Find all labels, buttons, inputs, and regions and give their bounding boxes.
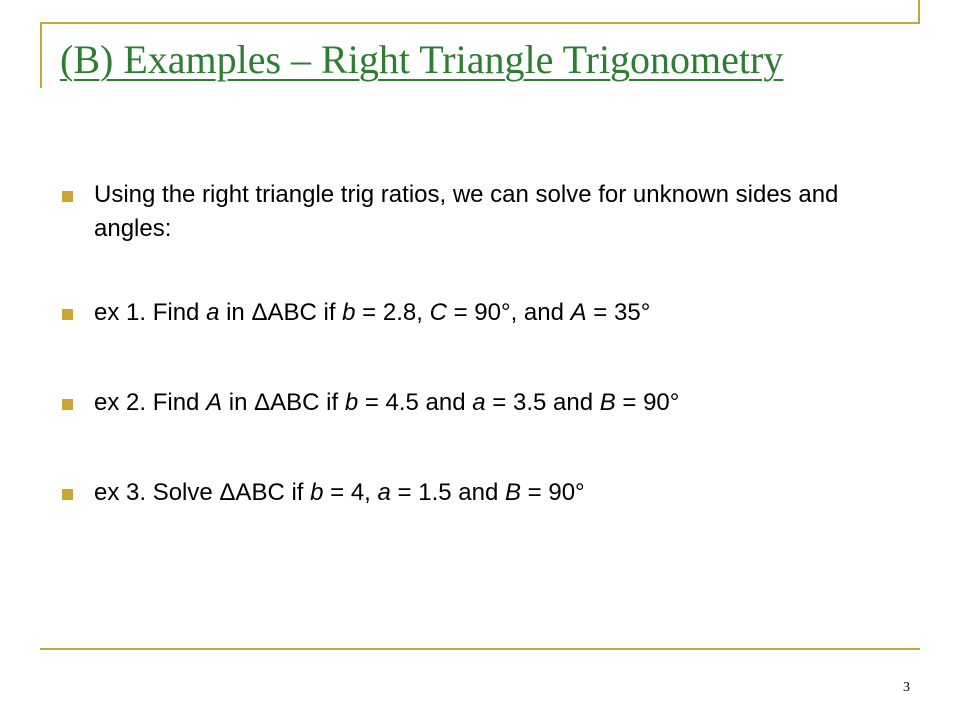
square-bullet-icon	[62, 399, 73, 410]
page-number: 3	[903, 680, 910, 695]
square-bullet-icon	[62, 489, 73, 500]
square-bullet-icon	[62, 309, 73, 320]
bullet-list	[62, 178, 902, 510]
example-2-text: ex 2. Find A in ΔABC if b = 4.5 and a = 3.5 and B = 90°	[94, 389, 680, 416]
square-bullet-icon	[62, 191, 73, 202]
example-1-text: ex 1. Find a in ΔABC if b = 2.8, C = 90°, and A = 35°	[94, 299, 651, 326]
frame-left-border	[40, 22, 42, 88]
bullet-example-3	[62, 476, 902, 510]
frame-right-border	[918, 0, 920, 24]
slide-title: (B) Examples – Right Triangle Trigonometry	[60, 37, 784, 82]
frame-top-border	[40, 22, 920, 24]
footer-divider	[40, 648, 920, 650]
bullet-example-1	[62, 296, 902, 330]
bullet-intro	[62, 178, 902, 246]
bullet-example-2	[62, 386, 902, 420]
bullet-intro-text: Using the right triangle trig ratios, we can solve for unknown sides and angles:	[94, 181, 839, 242]
example-3-text: ex 3. Solve ΔABC if b = 4, a = 1.5 and B = 90°	[94, 479, 585, 506]
